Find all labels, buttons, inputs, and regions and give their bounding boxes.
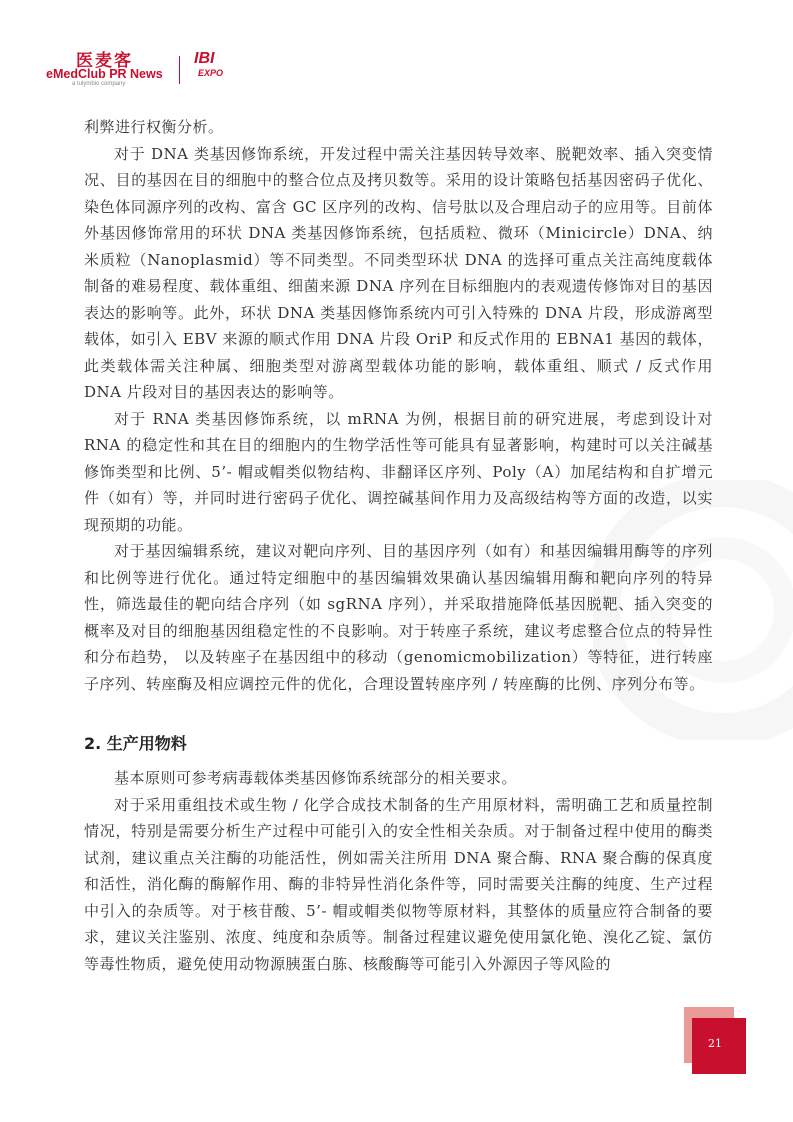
paragraph-basic-principle: 基本原则可参考病毒载体类基因修饰系统部分的相关要求。	[114, 769, 518, 787]
partner-logo-ibi: IBI	[194, 50, 215, 67]
logo-chinese-text: 医麦客	[76, 51, 133, 71]
paragraph-continued: 利弊进行权衡分析。	[84, 118, 224, 136]
paragraph-gene-editing: 对于基因编辑系统，建议对靶向序列、目的基因序列（如有）和基因编辑用酶等的序列和比例等进行优化。通过特定细胞中的基因编辑效果确认基因编辑用酶和靶向序列的特异性，筛选最佳的靶向结合序列（如 sgRNA 序列），并采取措施降低基因脱靶、插入突变的概率及对目的细胞基因组稳定性的不良影响。对于转座子系统，建议考虑整合位点的特异性和分布趋势， 以及转座子在基因组中的移动（genomicmobilization）等特征，进行转座子序列、转座酶及相应调控元件的优化，合理设置转座序列 / 转座酶的比例、序列分布等。	[84, 542, 713, 693]
logo-subtitle: a tulymbio company	[72, 81, 126, 87]
paragraph-rna-system: 对于 RNA 类基因修饰系统，以 mRNA 为例，根据目前的研究进展，考虑到设计对 RNA 的稳定性和其在目的细胞内的生物学活性等可能具有显著影响，构建时可以关注碱基修饰类型和比例、5’- 帽或帽类似物结构、非翻译区序列、Poly（A）加尾结构和自扩增元件（如有）等，并同时进行密码子优化、调控碱基间作用力及高级结构等方面的改造，以实现预期的功能。	[84, 409, 713, 534]
page-number: 21	[708, 1037, 722, 1050]
page-body	[84, 114, 713, 977]
section-heading: 2. 生产用物料	[84, 734, 187, 753]
logo-divider	[179, 56, 180, 84]
logo-english-text: eMedClub PR News	[46, 67, 163, 81]
paragraph-dna-system: 对于 DNA 类基因修饰系统，开发过程中需关注基因转导效率、脱靶效率、插入突变情况、目的基因在目的细胞中的整合位点及拷贝数等。采用的设计策略包括基因密码子优化、染色体同源序列的改构、富含 GC 区序列的改构、信号肽以及合理启动子的应用等。目前体外基因修饰常用的环状 DNA 类基因修饰系统，包括质粒、微环（Minicircle）DNA、纳米质粒（Nanoplasmid）等不同类型。不同类型环状 DNA 的选择可重点关注高纯度载体制备的难易程度、载体重组、细菌来源 DNA 序列在目标细胞内的表观遗传修饰对目的基因表达的影响等。此外，环状 DNA 类基因修饰系统内可引入特殊的 DNA 片段，形成游离型载体，如引入 EBV 来源的顺式作用 DNA 片段 OriP 和反式作用的 EBNA1 基因的载体，此类载体需关注种属、细胞类型对游离型载体功能的影响，载体重组、顺式 / 反式作用 DNA 片段对目的基因表达的影响等。	[84, 144, 713, 401]
paragraph-raw-materials: 对于采用重组技术或生物 / 化学合成技术制备的生产用原材料，需明确工艺和质量控制情况，特别是需要分析生产过程中可能引入的安全性相关杂质。对于制备过程中使用的酶类试剂，建议重点关注酶的功能活性，例如需关注所用 DNA 聚合酶、RNA 聚合酶的保真度和活性，消化酶的酶解作用、酶的非特异性消化条件等，同时需要关注酶的纯度、生产过程中引入的杂质等。对于核苷酸、5’- 帽或帽类似物等原材料，其整体的质量应符合制备的要求，建议关注鉴别、浓度、纯度和杂质等。制备过程建议避免使用氯化铯、溴化乙锭、氯仿等毒性物质，避免使用动物源胰蛋白胨、核酸酶等可能引入外源因子等风险的	[84, 795, 713, 973]
partner-logo-expo: EXPO	[198, 68, 224, 78]
header-logo	[46, 46, 246, 92]
